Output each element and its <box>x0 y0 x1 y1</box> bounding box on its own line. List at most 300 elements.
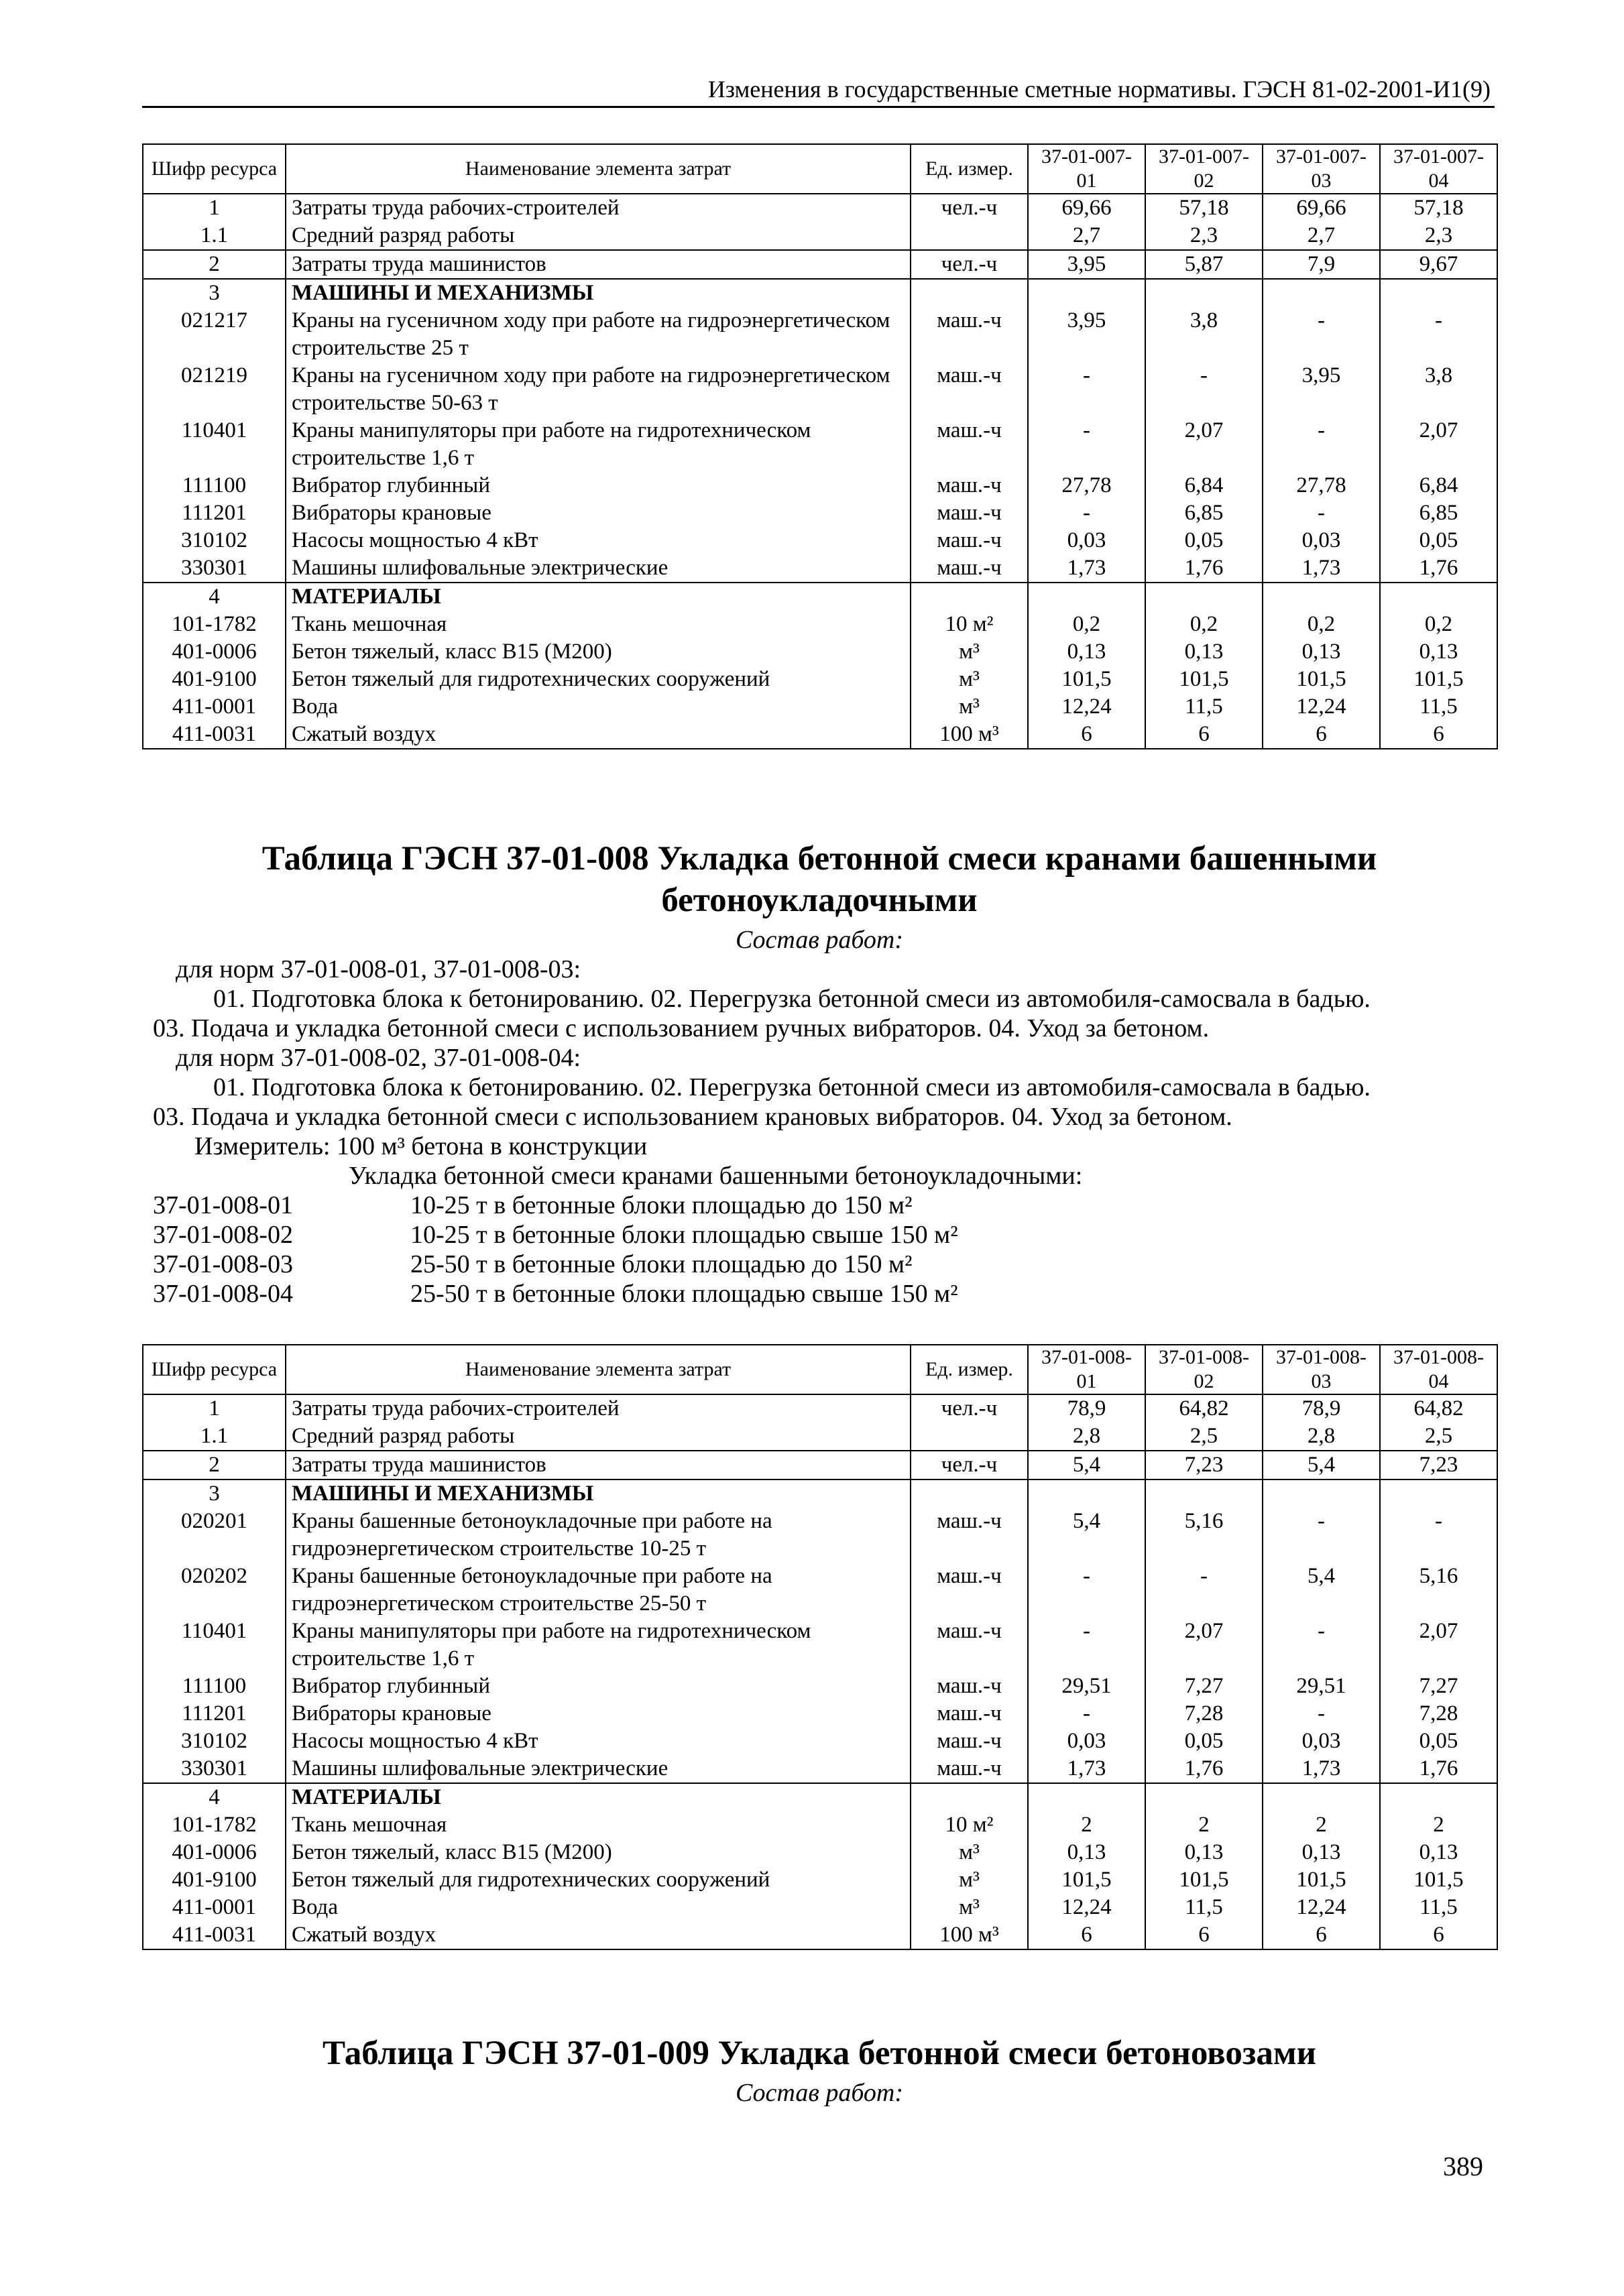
unit-cell: маш.-ч <box>911 1700 1028 1728</box>
col-header-code: Шифр ресурса <box>143 1345 286 1394</box>
resource-code-cell: 020202 <box>143 1563 286 1618</box>
unit-cell: 10 м² <box>911 611 1028 638</box>
resource-name-cell: Краны башенные бетоноукладочные при работе на гидроэнергетическом строительстве 25-50 т <box>286 1563 911 1618</box>
unit-cell: маш.-ч <box>911 1755 1028 1783</box>
resource-code-cell: 3 <box>143 279 286 307</box>
unit-cell: маш.-ч <box>911 307 1028 362</box>
table-row <box>143 362 1497 417</box>
value-cell: 0,2 <box>1028 611 1145 638</box>
value-cell: 6,85 <box>1380 499 1497 527</box>
value-cell <box>1263 1783 1380 1811</box>
value-cell <box>1145 1783 1263 1811</box>
table-row <box>143 1673 1497 1700</box>
value-cell <box>1028 1479 1145 1508</box>
resource-code-cell: 101-1782 <box>143 611 286 638</box>
resource-code-cell: 110401 <box>143 417 286 472</box>
value-cell: 12,24 <box>1028 1894 1145 1921</box>
table-row <box>143 1839 1497 1866</box>
resource-name-cell: Краны на гусеничном ходу при работе на гидроэнергетическом строительстве 25 т <box>286 307 911 362</box>
table-row <box>143 583 1497 611</box>
value-cell: 0,13 <box>1028 638 1145 666</box>
table-row <box>143 527 1497 554</box>
value-cell: 1,76 <box>1145 554 1263 583</box>
resource-name-cell: Краны манипуляторы при работе на гидротехническом строительстве 1,6 т <box>286 1618 911 1673</box>
value-cell: 12,24 <box>1263 1894 1380 1921</box>
value-cell: 57,18 <box>1145 194 1263 222</box>
col-header-name: Наименование элемента затрат <box>286 1345 911 1394</box>
col-header-norm: 37-01-008-01 <box>1028 1345 1145 1394</box>
value-cell: 3,95 <box>1028 307 1145 362</box>
value-cell: 69,66 <box>1028 194 1145 222</box>
table-row <box>143 554 1497 583</box>
value-cell: 0,13 <box>1263 638 1380 666</box>
norm-description: 10-25 т в бетонные блоки площадью свыше 150 м² <box>410 1221 958 1249</box>
resource-name-cell: Затраты труда машинистов <box>286 250 911 279</box>
unit-cell <box>911 583 1028 611</box>
value-cell: 7,27 <box>1145 1673 1263 1700</box>
table-row <box>143 1479 1497 1508</box>
table-row <box>143 693 1497 721</box>
value-cell: 2,07 <box>1380 417 1497 472</box>
unit-cell: маш.-ч <box>911 1508 1028 1563</box>
value-cell: - <box>1380 1508 1497 1563</box>
resource-name-cell: Вибратор глубинный <box>286 472 911 499</box>
value-cell: 0,05 <box>1380 1728 1497 1755</box>
value-cell: 2 <box>1263 1811 1380 1839</box>
resource-code-cell: 3 <box>143 1479 286 1508</box>
norm-code: 37-01-008-01 <box>153 1191 293 1219</box>
value-cell: 7,28 <box>1380 1700 1497 1728</box>
value-cell: 101,5 <box>1145 1866 1263 1894</box>
resource-name-cell: Насосы мощностью 4 кВт <box>286 1728 911 1755</box>
unit-cell: м³ <box>911 693 1028 721</box>
value-cell: 27,78 <box>1028 472 1145 499</box>
operations-b-line1: 01. Подготовка блока к бетонированию. 02. Перегрузка бетонной смеси из автомобиля-самосвала в бадью. <box>213 1073 1371 1101</box>
page-number: 389 <box>1443 2151 1483 2181</box>
value-cell: 78,9 <box>1028 1394 1145 1423</box>
table-row <box>143 499 1497 527</box>
value-cell <box>1380 1783 1497 1811</box>
resource-code-cell: 111201 <box>143 499 286 527</box>
value-cell: 3,95 <box>1028 250 1145 279</box>
resource-code-cell: 1 <box>143 1394 286 1423</box>
table-row <box>143 666 1497 693</box>
table-row <box>143 194 1497 222</box>
resource-code-cell: 021217 <box>143 307 286 362</box>
value-cell: 101,5 <box>1028 1866 1145 1894</box>
value-cell: 6 <box>1145 1921 1263 1949</box>
resource-code-cell: 111100 <box>143 1673 286 1700</box>
table-row <box>143 1451 1497 1479</box>
unit-cell: м³ <box>911 1839 1028 1866</box>
table-row <box>143 1894 1497 1921</box>
value-cell: 0,03 <box>1028 1728 1145 1755</box>
unit-cell: м³ <box>911 1866 1028 1894</box>
value-cell: 0,03 <box>1263 1728 1380 1755</box>
value-cell: - <box>1145 362 1263 417</box>
operations-b-line2: 03. Подача и укладка бетонной смеси с использованием крановых вибраторов. 04. Уход за бетоном. <box>153 1103 1232 1131</box>
value-cell: 101,5 <box>1263 1866 1380 1894</box>
col-header-norm: 37-01-007-03 <box>1263 144 1380 194</box>
operations-a-line1: 01. Подготовка блока к бетонированию. 02. Перегрузка бетонной смеси из автомобиля-самосвала в бадью. <box>213 985 1371 1013</box>
resource-name-cell: Средний разряд работы <box>286 1423 911 1451</box>
resource-name-cell: Бетон тяжелый для гидротехнических сооружений <box>286 666 911 693</box>
resource-code-cell: 1.1 <box>143 222 286 250</box>
value-cell: 2,8 <box>1028 1423 1145 1451</box>
unit-cell: маш.-ч <box>911 1673 1028 1700</box>
value-cell <box>1380 583 1497 611</box>
unit-cell: маш.-ч <box>911 554 1028 583</box>
table-row <box>143 250 1497 279</box>
table-header-row <box>143 1345 1497 1394</box>
section-heading-cell: МАШИНЫ И МЕХАНИЗМЫ <box>286 1479 911 1508</box>
value-cell: 9,67 <box>1380 250 1497 279</box>
unit-cell <box>911 1479 1028 1508</box>
value-cell: - <box>1263 499 1380 527</box>
resource-code-cell: 330301 <box>143 554 286 583</box>
value-cell <box>1380 279 1497 307</box>
value-cell <box>1028 1783 1145 1811</box>
value-cell: 2,8 <box>1263 1423 1380 1451</box>
unit-cell: чел.-ч <box>911 1451 1028 1479</box>
value-cell: 6,84 <box>1145 472 1263 499</box>
value-cell: 27,78 <box>1263 472 1380 499</box>
unit-cell <box>911 1783 1028 1811</box>
value-cell <box>1380 1479 1497 1508</box>
resource-name-cell: Затраты труда рабочих-строителей <box>286 1394 911 1423</box>
value-cell: 1,76 <box>1380 1755 1497 1783</box>
resource-name-cell: Ткань мешочная <box>286 1811 911 1839</box>
unit-cell: маш.-ч <box>911 417 1028 472</box>
resource-code-cell: 111100 <box>143 472 286 499</box>
col-header-name: Наименование элемента затрат <box>286 144 911 194</box>
resource-name-cell: Вибратор глубинный <box>286 1673 911 1700</box>
col-header-norm: 37-01-008-03 <box>1263 1345 1380 1394</box>
value-cell: 6,85 <box>1145 499 1263 527</box>
value-cell: 11,5 <box>1380 693 1497 721</box>
unit-cell: 100 м³ <box>911 721 1028 749</box>
value-cell: - <box>1028 417 1145 472</box>
value-cell: 0,05 <box>1145 527 1263 554</box>
table-row <box>143 472 1497 499</box>
value-cell: 5,16 <box>1145 1508 1263 1563</box>
resource-table-008 <box>142 1344 1498 1950</box>
table-row <box>143 1783 1497 1811</box>
resource-code-cell: 020201 <box>143 1508 286 1563</box>
table-body <box>143 194 1497 749</box>
value-cell: 6,84 <box>1380 472 1497 499</box>
resource-code-cell: 330301 <box>143 1755 286 1783</box>
resource-code-cell: 101-1782 <box>143 1811 286 1839</box>
resource-code-cell: 401-0006 <box>143 638 286 666</box>
resource-name-cell: Бетон тяжелый, класс В15 (М200) <box>286 1839 911 1866</box>
value-cell: 2,7 <box>1263 222 1380 250</box>
value-cell: 6 <box>1028 721 1145 749</box>
unit-cell <box>911 222 1028 250</box>
value-cell <box>1263 1479 1380 1508</box>
value-cell: 2 <box>1145 1811 1263 1839</box>
resource-name-cell: Сжатый воздух <box>286 1921 911 1949</box>
value-cell: 0,2 <box>1263 611 1380 638</box>
value-cell: 0,13 <box>1145 1839 1263 1866</box>
table-row <box>143 1866 1497 1894</box>
value-cell <box>1028 583 1145 611</box>
table-row <box>143 1618 1497 1673</box>
resource-code-cell: 110401 <box>143 1618 286 1673</box>
norms-subtitle: Укладка бетонной смеси кранами башенными бетоноукладочными: <box>349 1162 1083 1190</box>
value-cell: 101,5 <box>1263 666 1380 693</box>
value-cell: - <box>1028 499 1145 527</box>
col-header-unit: Ед. измер. <box>911 1345 1028 1394</box>
value-cell <box>1145 279 1263 307</box>
value-cell <box>1263 279 1380 307</box>
resource-code-cell: 4 <box>143 583 286 611</box>
value-cell: - <box>1263 1618 1380 1673</box>
resource-code-cell: 4 <box>143 1783 286 1811</box>
col-header-norm: 37-01-007-01 <box>1028 144 1145 194</box>
value-cell: 6 <box>1028 1921 1145 1949</box>
unit-cell: маш.-ч <box>911 1563 1028 1618</box>
table-row <box>143 1728 1497 1755</box>
value-cell: 0,13 <box>1145 638 1263 666</box>
table-row <box>143 1563 1497 1618</box>
operations-a-line2: 03. Подача и укладка бетонной смеси с использованием ручных вибраторов. 04. Уход за бетоном. <box>153 1014 1210 1042</box>
resource-name-cell: Машины шлифовальные электрические <box>286 554 911 583</box>
norm-code: 37-01-008-02 <box>153 1221 293 1249</box>
value-cell: 64,82 <box>1145 1394 1263 1423</box>
value-cell: 6 <box>1380 1921 1497 1949</box>
resource-code-cell: 1 <box>143 194 286 222</box>
value-cell: 101,5 <box>1028 666 1145 693</box>
table-row <box>143 1394 1497 1423</box>
unit-cell: чел.-ч <box>911 250 1028 279</box>
value-cell <box>1145 583 1263 611</box>
value-cell: 5,4 <box>1263 1563 1380 1618</box>
value-cell: - <box>1028 1618 1145 1673</box>
value-cell: 1,73 <box>1028 1755 1145 1783</box>
table-row <box>143 1921 1497 1949</box>
value-cell: 2,07 <box>1145 1618 1263 1673</box>
table-row <box>143 611 1497 638</box>
norms-group-a: для норм 37-01-008-01, 37-01-008-03: <box>176 955 581 983</box>
norm-code: 37-01-008-03 <box>153 1250 293 1278</box>
value-cell: - <box>1028 1700 1145 1728</box>
value-cell: - <box>1028 362 1145 417</box>
resource-name-cell: Бетон тяжелый для гидротехнических сооружений <box>286 1866 911 1894</box>
work-composition-label: Состав работ: <box>735 2079 904 2107</box>
resource-name-cell: Вода <box>286 693 911 721</box>
value-cell: 64,82 <box>1380 1394 1497 1423</box>
value-cell: 7,27 <box>1380 1673 1497 1700</box>
value-cell: 2 <box>1028 1811 1145 1839</box>
value-cell: 0,05 <box>1145 1728 1263 1755</box>
value-cell: 5,4 <box>1028 1451 1145 1479</box>
resource-code-cell: 111201 <box>143 1700 286 1728</box>
resource-name-cell: Вибраторы крановые <box>286 499 911 527</box>
table-row <box>143 417 1497 472</box>
table-row <box>143 1423 1497 1451</box>
page-header: Изменения в государственные сметные нормативы. ГЭСН 81-02-2001-И1(9) <box>142 75 1495 108</box>
norm-description: 10-25 т в бетонные блоки площадью до 150 м² <box>410 1191 913 1219</box>
resource-code-cell: 021219 <box>143 362 286 417</box>
resource-code-cell: 411-0031 <box>143 721 286 749</box>
value-cell <box>1145 1479 1263 1508</box>
value-cell: 3,8 <box>1145 307 1263 362</box>
value-cell: 6 <box>1263 721 1380 749</box>
value-cell: 0,05 <box>1380 527 1497 554</box>
section-heading-cell: МАТЕРИАЛЫ <box>286 583 911 611</box>
section-heading-cell: МАТЕРИАЛЫ <box>286 1783 911 1811</box>
value-cell: 78,9 <box>1263 1394 1380 1423</box>
value-cell: 0,13 <box>1380 1839 1497 1866</box>
resource-code-cell: 2 <box>143 1451 286 1479</box>
table-body <box>143 1394 1497 1949</box>
value-cell: 1,76 <box>1145 1755 1263 1783</box>
value-cell: 2,07 <box>1380 1618 1497 1673</box>
value-cell <box>1028 279 1145 307</box>
value-cell: 7,23 <box>1380 1451 1497 1479</box>
value-cell: 0,03 <box>1028 527 1145 554</box>
col-header-unit: Ед. измер. <box>911 144 1028 194</box>
value-cell: 1,73 <box>1028 554 1145 583</box>
value-cell: 0,13 <box>1380 638 1497 666</box>
resource-name-cell: Затраты труда машинистов <box>286 1451 911 1479</box>
value-cell: 0,2 <box>1145 611 1263 638</box>
value-cell: 1,76 <box>1380 554 1497 583</box>
value-cell: 2,3 <box>1380 222 1497 250</box>
unit-cell: маш.-ч <box>911 499 1028 527</box>
resource-code-cell: 401-9100 <box>143 1866 286 1894</box>
unit-cell: м³ <box>911 638 1028 666</box>
value-cell: 12,24 <box>1263 693 1380 721</box>
unit-cell: маш.-ч <box>911 362 1028 417</box>
resource-code-cell: 401-0006 <box>143 1839 286 1866</box>
unit-cell: маш.-ч <box>911 1618 1028 1673</box>
unit-cell <box>911 1423 1028 1451</box>
unit-cell: м³ <box>911 666 1028 693</box>
unit-cell: м³ <box>911 1894 1028 1921</box>
value-cell: 0,2 <box>1380 611 1497 638</box>
unit-cell: 100 м³ <box>911 1921 1028 1949</box>
value-cell: 6 <box>1145 721 1263 749</box>
unit-cell: маш.-ч <box>911 472 1028 499</box>
value-cell: 101,5 <box>1145 666 1263 693</box>
col-header-norm: 37-01-007-04 <box>1380 144 1497 194</box>
resource-name-cell: Вода <box>286 1894 911 1921</box>
value-cell: 0,13 <box>1263 1839 1380 1866</box>
resource-code-cell: 1.1 <box>143 1423 286 1451</box>
col-header-norm: 37-01-007-02 <box>1145 144 1263 194</box>
value-cell: 2,07 <box>1145 417 1263 472</box>
resource-name-cell: Затраты труда рабочих-строителей <box>286 194 911 222</box>
unit-cell: 10 м² <box>911 1811 1028 1839</box>
resource-name-cell: Средний разряд работы <box>286 222 911 250</box>
table-row <box>143 1700 1497 1728</box>
table-title-008: Таблица ГЭСН 37-01-008 Укладка бетонной смеси кранами башенными <box>262 840 1377 878</box>
value-cell: 2,5 <box>1380 1423 1497 1451</box>
table-row <box>143 1755 1497 1783</box>
table-row <box>143 1508 1497 1563</box>
norm-description: 25-50 т в бетонные блоки площадью до 150 м² <box>410 1250 913 1278</box>
value-cell: 29,51 <box>1263 1673 1380 1700</box>
resource-code-cell: 310102 <box>143 527 286 554</box>
value-cell: 7,23 <box>1145 1451 1263 1479</box>
value-cell: 3,8 <box>1380 362 1497 417</box>
value-cell: - <box>1028 1563 1145 1618</box>
resource-code-cell: 401-9100 <box>143 666 286 693</box>
value-cell: - <box>1263 307 1380 362</box>
value-cell: 6 <box>1263 1921 1380 1949</box>
resource-name-cell: Машины шлифовальные электрические <box>286 1755 911 1783</box>
resource-code-cell: 411-0031 <box>143 1921 286 1949</box>
table-row <box>143 307 1497 362</box>
resource-name-cell: Вибраторы крановые <box>286 1700 911 1728</box>
value-cell: - <box>1263 1700 1380 1728</box>
table-header-row <box>143 144 1497 194</box>
resource-name-cell: Краны на гусеничном ходу при работе на гидроэнергетическом строительстве 50-63 т <box>286 362 911 417</box>
value-cell: 7,9 <box>1263 250 1380 279</box>
table-row <box>143 1811 1497 1839</box>
value-cell: 101,5 <box>1380 666 1497 693</box>
norms-group-b: для норм 37-01-008-02, 37-01-008-04: <box>176 1044 581 1072</box>
value-cell: 5,4 <box>1028 1508 1145 1563</box>
resource-code-cell: 411-0001 <box>143 693 286 721</box>
value-cell: - <box>1145 1563 1263 1618</box>
section-heading-cell: МАШИНЫ И МЕХАНИЗМЫ <box>286 279 911 307</box>
unit-cell: чел.-ч <box>911 194 1028 222</box>
resource-name-cell: Краны башенные бетоноукладочные при работе на гидроэнергетическом строительстве 10-25 т <box>286 1508 911 1563</box>
resource-name-cell: Сжатый воздух <box>286 721 911 749</box>
norm-description: 25-50 т в бетонные блоки площадью свыше 150 м² <box>410 1280 958 1308</box>
value-cell: 2,3 <box>1145 222 1263 250</box>
value-cell: 2,7 <box>1028 222 1145 250</box>
table-row <box>143 279 1497 307</box>
value-cell: - <box>1380 307 1497 362</box>
resource-name-cell: Ткань мешочная <box>286 611 911 638</box>
work-composition-label: Состав работ: <box>735 926 904 954</box>
resource-code-cell: 2 <box>143 250 286 279</box>
value-cell: 1,73 <box>1263 554 1380 583</box>
value-cell: 11,5 <box>1380 1894 1497 1921</box>
value-cell: 5,16 <box>1380 1563 1497 1618</box>
col-header-norm: 37-01-008-02 <box>1145 1345 1263 1394</box>
value-cell: 6 <box>1380 721 1497 749</box>
value-cell: 11,5 <box>1145 1894 1263 1921</box>
value-cell: - <box>1263 1508 1380 1563</box>
unit-cell: маш.-ч <box>911 1728 1028 1755</box>
resource-code-cell: 411-0001 <box>143 1894 286 1921</box>
table-title-008-line2: бетоноукладочными <box>661 882 978 919</box>
col-header-code: Шифр ресурса <box>143 144 286 194</box>
unit-cell <box>911 279 1028 307</box>
table-title-009: Таблица ГЭСН 37-01-009 Укладка бетонной смеси бетоновозами <box>323 2035 1316 2072</box>
value-cell: 3,95 <box>1263 362 1380 417</box>
value-cell: 101,5 <box>1380 1866 1497 1894</box>
unit-cell: маш.-ч <box>911 527 1028 554</box>
table-row <box>143 638 1497 666</box>
resource-name-cell: Краны манипуляторы при работе на гидротехническом строительстве 1,6 т <box>286 417 911 472</box>
value-cell: 29,51 <box>1028 1673 1145 1700</box>
value-cell: 2,5 <box>1145 1423 1263 1451</box>
value-cell: 2 <box>1380 1811 1497 1839</box>
resource-table-007 <box>142 143 1498 749</box>
norm-code: 37-01-008-04 <box>153 1280 293 1308</box>
value-cell: 0,03 <box>1263 527 1380 554</box>
value-cell: 1,73 <box>1263 1755 1380 1783</box>
value-cell: 0,13 <box>1028 1839 1145 1866</box>
value-cell: - <box>1263 417 1380 472</box>
resource-code-cell: 310102 <box>143 1728 286 1755</box>
